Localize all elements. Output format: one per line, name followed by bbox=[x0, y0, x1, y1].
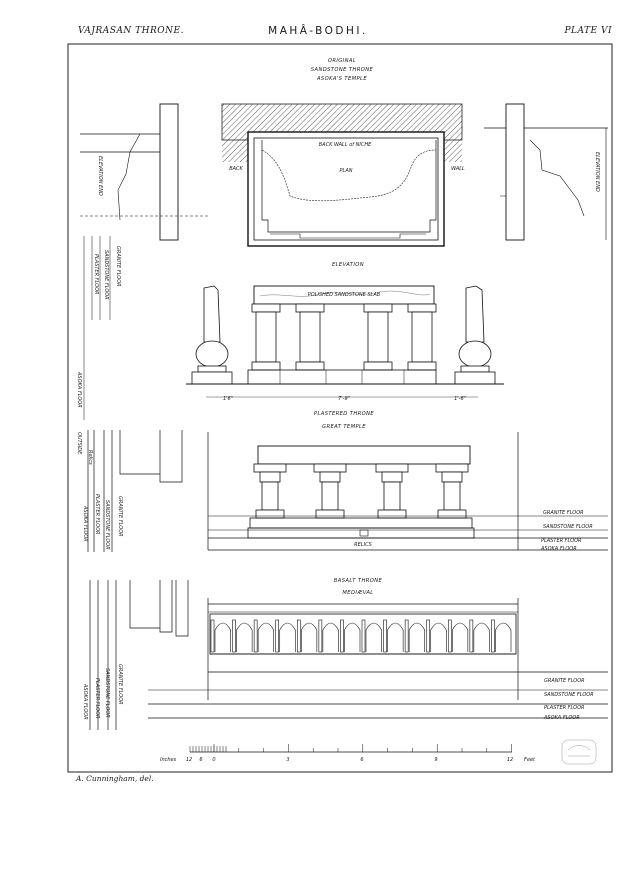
arch bbox=[409, 623, 425, 652]
arch bbox=[495, 623, 511, 652]
scale-tick-label: 3 bbox=[286, 757, 290, 763]
arch bbox=[323, 623, 339, 652]
arch bbox=[344, 623, 360, 652]
scale-tick-label: 6 bbox=[199, 757, 203, 763]
back-label: BACK bbox=[229, 166, 243, 172]
arch-pillar bbox=[470, 620, 473, 652]
basalt-granite-floor: GRANITE FLOOR bbox=[544, 678, 585, 684]
wall-label: WALL bbox=[451, 166, 465, 172]
scale-tick-label: 0 bbox=[212, 757, 216, 763]
arch-pillar bbox=[384, 620, 387, 652]
basalt-throne-section bbox=[82, 578, 608, 730]
plastered-asoka-floor: ASOKA FLOOR bbox=[541, 546, 577, 552]
arch-pillar bbox=[276, 620, 279, 652]
side-relics-label: Relics bbox=[87, 450, 93, 465]
dim-left: 1'6" bbox=[222, 396, 234, 402]
side-asoka-floor-2: ASOKA FLOOR bbox=[82, 506, 88, 542]
outside-label: OUTSIDE bbox=[76, 432, 82, 455]
side-plaster-floor-2: PLASTER FLOOR bbox=[94, 494, 100, 535]
arch-pillar bbox=[405, 620, 408, 652]
arch bbox=[301, 623, 317, 652]
arch-pillar bbox=[297, 620, 300, 652]
side-plaster-floor-1: PLASTER FLOOR bbox=[93, 254, 99, 295]
credit-line: A. Cunningham, del. bbox=[76, 774, 154, 783]
scale-bar bbox=[160, 740, 596, 764]
plastered-sandstone-floor: SANDSTONE FLOOR bbox=[543, 524, 593, 530]
right-end-elevation bbox=[484, 104, 608, 240]
arch bbox=[474, 623, 490, 652]
arch-pillar bbox=[340, 620, 343, 652]
arch bbox=[280, 623, 296, 652]
arch-pillar bbox=[491, 620, 494, 652]
elevation-end-label-right: ELEVATION END bbox=[594, 152, 600, 192]
plastered-title-2: GREAT TEMPLE bbox=[322, 424, 366, 430]
slab-label: POLISHED SANDSTONE SLAB bbox=[307, 292, 381, 298]
elevation-end-label-left: ELEVATION END bbox=[97, 156, 103, 196]
arch-pillar bbox=[448, 620, 451, 652]
plate-subject-header: VAJRASAN THRONE. bbox=[78, 26, 184, 36]
side-granite-floor-2: GRANITE FLOOR bbox=[117, 496, 123, 537]
scale-tick-label: 9 bbox=[434, 757, 438, 763]
scale-tick-label: 6 bbox=[360, 757, 364, 763]
scale-tick-label: 12 bbox=[185, 757, 193, 763]
plastered-title-1: PLASTERED THRONE bbox=[313, 411, 375, 417]
side-asoka-floor-3: ASOKA FLOOR bbox=[82, 684, 88, 720]
elevation-title: ELEVATION bbox=[331, 262, 365, 268]
relics-label: RELICS bbox=[354, 542, 372, 548]
basalt-title-1: BASALT THRONE bbox=[333, 578, 383, 584]
dim-right: 1'-6" bbox=[454, 396, 466, 402]
arch-pillar bbox=[319, 620, 322, 652]
arch bbox=[237, 623, 253, 652]
basalt-title-2: MEDIÆVAL bbox=[342, 590, 374, 596]
side-sandstone-floor-2: SANDSTONE FLOOR bbox=[104, 500, 110, 550]
arch bbox=[366, 623, 382, 652]
arch-pillar bbox=[233, 620, 236, 652]
scale-inches-label: Inches bbox=[160, 757, 177, 763]
side-granite-floor-1: GRANITE FLOOR bbox=[115, 246, 121, 287]
arch bbox=[388, 623, 404, 652]
arch bbox=[431, 623, 447, 652]
scale-tick-label: 12 bbox=[506, 757, 514, 763]
original-title-1: ORIGINAL bbox=[327, 58, 357, 64]
arch-pillar bbox=[211, 620, 214, 652]
original-title-2: SANDSTONE THRONE bbox=[310, 67, 374, 73]
back-wall-label: BACK WALL of NICHE bbox=[318, 142, 372, 148]
basalt-plaster-floor: PLASTER FLOOR bbox=[544, 705, 585, 711]
basalt-asoka-floor: ASOKA FLOOR bbox=[544, 715, 580, 721]
side-sandstone-floor-3: SANDSTONE FLOOR bbox=[104, 668, 110, 718]
plastered-throne-section bbox=[82, 411, 608, 552]
plastered-granite-floor: GRANITE FLOOR bbox=[543, 510, 584, 516]
plate-number-header: PLATE VI bbox=[564, 26, 612, 36]
plan-outline bbox=[248, 132, 444, 246]
side-asoka-floor-1: ASOKA FLOOR bbox=[76, 372, 82, 408]
arch bbox=[452, 623, 468, 652]
original-title-3: ASOKA'S TEMPLE bbox=[316, 76, 368, 82]
left-end-elevation bbox=[76, 104, 210, 455]
plan-label: PLAN bbox=[339, 168, 353, 174]
side-plaster-floor-3: PLASTER FLOOR bbox=[94, 678, 100, 719]
plan-view bbox=[222, 104, 465, 246]
plate-title-header: MAHÂ-BODHI. bbox=[268, 25, 368, 37]
arch bbox=[258, 623, 274, 652]
plastered-slab bbox=[258, 446, 470, 464]
elevation-section bbox=[186, 262, 504, 402]
arch-pillar bbox=[254, 620, 257, 652]
side-sandstone-floor-1: SANDSTONE FLOOR bbox=[103, 250, 109, 300]
side-granite-floor-3: GRANITE FLOOR bbox=[117, 664, 123, 705]
library-stamp bbox=[562, 740, 596, 764]
arch-pillar bbox=[427, 620, 430, 652]
scale-feet-label: Feet bbox=[524, 757, 535, 763]
arch-pillar bbox=[362, 620, 365, 652]
arch bbox=[215, 623, 231, 652]
dim-middle: 7'-9" bbox=[338, 396, 350, 402]
basalt-sandstone-floor: SANDSTONE FLOOR bbox=[544, 692, 594, 698]
plastered-plaster-floor: PLASTER FLOOR bbox=[541, 538, 582, 544]
